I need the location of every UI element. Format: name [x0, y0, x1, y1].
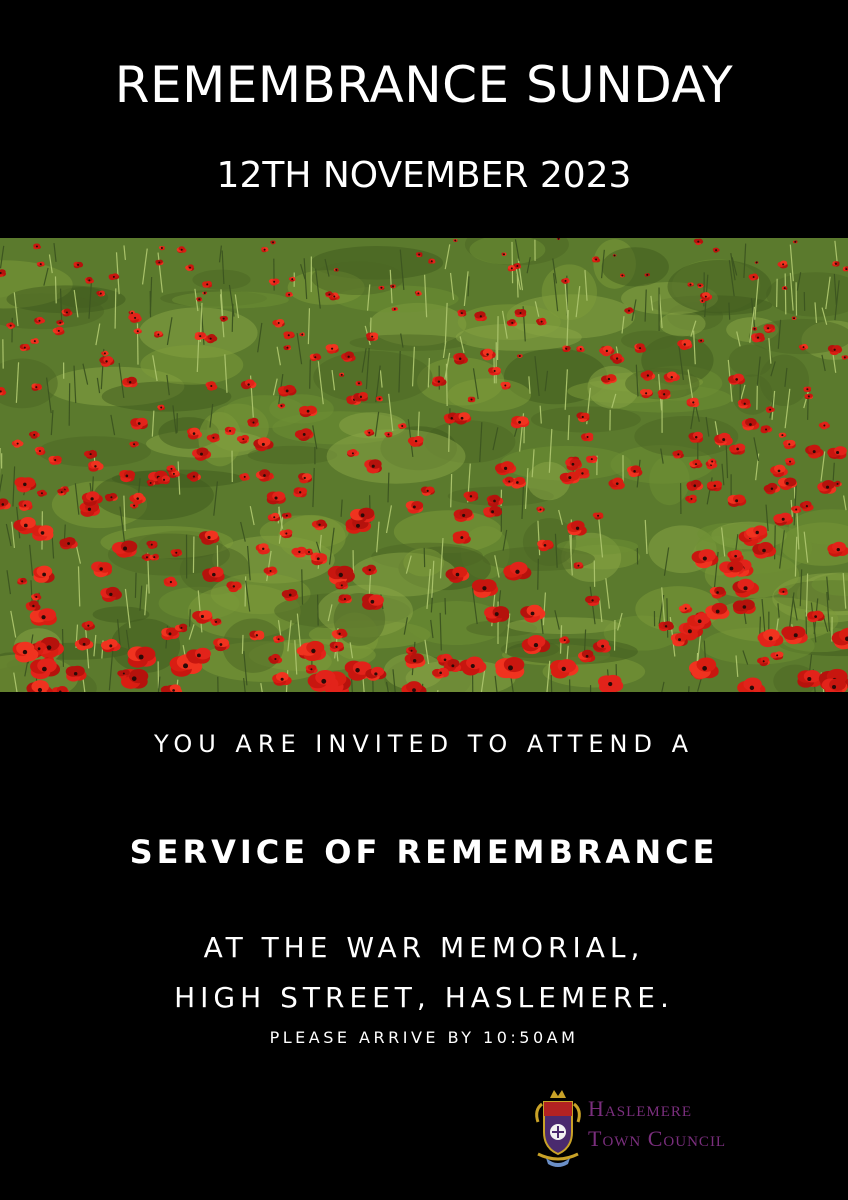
council-name-line-1: Haslemere — [588, 1096, 693, 1121]
council-name — [588, 1094, 726, 1154]
event-title: REMEMBRANCE SUNDAY — [114, 56, 734, 114]
location-line-2: HIGH STREET, HASLEMERE. — [174, 981, 674, 1014]
council-crest-icon — [528, 1088, 588, 1168]
location-line-1: AT THE WAR MEMORIAL, — [203, 931, 645, 964]
arrival-note: PLEASE ARRIVE BY 10:50AM — [269, 1028, 579, 1047]
service-title: SERVICE OF REMEMBRANCE — [129, 833, 719, 871]
poppy-field-image — [0, 238, 848, 692]
event-date: 12TH NOVEMBER 2023 — [216, 155, 632, 196]
invitation-intro: YOU ARE INVITED TO ATTEND A — [153, 730, 695, 758]
council-name-line-2: Town Council — [588, 1126, 727, 1151]
